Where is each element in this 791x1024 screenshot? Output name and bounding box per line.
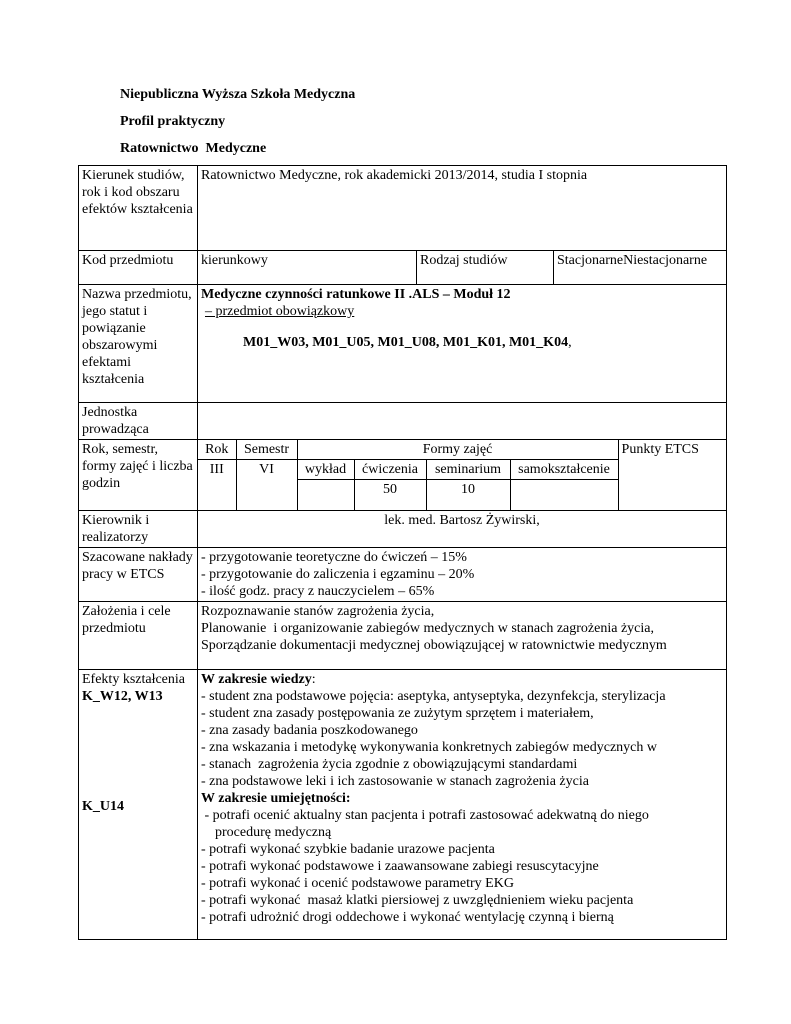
- wiedza-item: - zna zasady badania poszkodowanego: [201, 722, 418, 738]
- umiejetnosci-heading: W zakresie umiejętności:: [201, 790, 351, 806]
- rok-value: III: [198, 460, 236, 510]
- label-kierunek: Kierunek studiów, rok i kod obszaru efektów kształcenia: [79, 166, 198, 251]
- school-name: Niepubliczna Wyższa Szkoła Medyczna: [120, 87, 356, 102]
- label-kierownik: Kierownik i realizatorzy: [79, 510, 198, 547]
- wiedza-heading-colon: :: [311, 671, 316, 687]
- zalozenia-line: Sporządzanie dokumentacji medycznej obowiązującej w ratownictwie medycznym: [201, 637, 667, 653]
- value-kod: kierunkowy: [198, 251, 417, 285]
- wiedza-item: - student zna podstawowe pojęcia: aseptyka, antyseptyka, dezynfekcja, sterylizacja: [201, 688, 666, 704]
- row-nazwa: [79, 285, 727, 403]
- col-semestr: Semestr: [236, 440, 297, 460]
- course-codes-suffix: ,: [568, 335, 572, 350]
- label-efekty: [79, 669, 198, 939]
- label-nazwa: Nazwa przedmiotu, jego statut i powiązanie obszarowymi efektami kształcenia: [79, 285, 198, 403]
- value-nazwa: [198, 285, 727, 403]
- col-rok: Rok: [198, 440, 236, 460]
- row-naklady: [79, 547, 727, 601]
- wiedza-item: - stanach zagrożenia życia zgodnie z obowiązującymi standardami: [201, 756, 578, 772]
- zalozenia-line: Rozpoznawanie stanów zagrożenia życia,: [201, 603, 435, 619]
- efekty-code-umiejetnosci: K_U14: [82, 798, 124, 814]
- profile-title: Profil praktyczny: [120, 114, 226, 129]
- course-codes-line: [201, 334, 723, 351]
- value-kierunek: Ratownictwo Medyczne, rok akademicki 2013/2014, studia I stopnia: [198, 166, 727, 251]
- umiejetnosci-item: - potrafi ocenić aktualny stan pacjenta i potrafi zastosować adekwatną do niego: [201, 807, 649, 823]
- label-rodzaj: Rodzaj studiów: [417, 251, 554, 285]
- course-title: Medyczne czynności ratunkowe II .ALS – Moduł 12: [201, 287, 511, 302]
- col-punkty: Punkty ETCS: [618, 440, 726, 510]
- course-status: – przedmiot obowiązkowy: [205, 304, 355, 319]
- col-formy: Formy zajęć: [297, 440, 618, 460]
- hours-samoksztalcenie: [510, 480, 618, 510]
- row-rok: [79, 440, 727, 511]
- value-jednostka: [198, 403, 727, 440]
- hours-cwiczenia: 50: [354, 480, 426, 510]
- efekty-label: Efekty kształcenia: [82, 671, 186, 687]
- value-naklady: [198, 547, 727, 601]
- naklady-line: - ilość godz. pracy z nauczycielem – 65%: [201, 583, 435, 599]
- course-table: [78, 165, 727, 940]
- naklady-line: - przygotowanie do zaliczenia i egzaminu – 20%: [201, 566, 475, 582]
- row-kierownik: [79, 510, 727, 547]
- hours-wyklad: [297, 480, 354, 510]
- naklady-line: - przygotowanie teoretyczne do ćwiczeń – 15%: [201, 549, 467, 565]
- value-zalozenia: [198, 601, 727, 669]
- wiedza-item: - zna wskazania i metodykę wykonywania konkretnych zabiegów medycznych w: [201, 739, 658, 755]
- efekty-code-wiedza: K_W12, W13: [82, 688, 163, 704]
- umiejetnosci-item: - potrafi wykonać szybkie badanie urazowe pacjenta: [201, 841, 495, 857]
- semestr-value: VI: [236, 460, 297, 510]
- wiedza-heading: W zakresie wiedzy: [201, 671, 312, 687]
- zalozenia-line: Planowanie i organizowanie zabiegów medycznych w stanach zagrożenia życia,: [201, 620, 654, 636]
- hours-table: [198, 440, 726, 510]
- form-wyklad: wykład: [297, 460, 354, 480]
- wiedza-item: - zna podstawowe leki i ich zastosowanie w stanach zagrożenia życia: [201, 773, 589, 789]
- row-zalozenia: [79, 601, 727, 669]
- form-seminarium: seminarium: [426, 460, 510, 480]
- umiejetnosci-item: procedurę medyczną: [201, 824, 332, 840]
- value-kierownik: lek. med. Bartosz Żywirski,: [198, 510, 727, 547]
- wiedza-heading-line: [201, 671, 723, 688]
- form-cwiczenia: ćwiczenia: [354, 460, 426, 480]
- label-kod: Kod przedmiotu: [79, 251, 198, 285]
- row-efekty: [79, 669, 727, 939]
- value-efekty: [198, 669, 727, 939]
- label-rok: Rok, semestr, formy zajęć i liczba godzin: [79, 440, 198, 511]
- wiedza-item: - student zna zasady postępowania ze zużytym sprzętem i materiałem,: [201, 705, 594, 721]
- label-jednostka: Jednostka prowadząca: [79, 403, 198, 440]
- value-rodzaj: StacjonarneNiestacjonarne: [554, 251, 727, 285]
- umiejetnosci-item: - potrafi udrożnić drogi oddechowe i wykonać wentylację czynną i bierną: [201, 909, 614, 925]
- value-rok: [198, 440, 727, 511]
- label-zalozenia: Założenia i cele przedmiotu: [79, 601, 198, 669]
- form-samoksztalcenie: samokształcenie: [510, 460, 618, 480]
- umiejetnosci-item: - potrafi wykonać masaż klatki piersiowej z uwzględnieniem wieku pacjenta: [201, 892, 634, 908]
- field-title: Ratownictwo Medyczne: [120, 141, 267, 156]
- hours-seminarium: 10: [426, 480, 510, 510]
- umiejetnosci-item: - potrafi wykonać i ocenić podstawowe parametry EKG: [201, 875, 514, 891]
- row-kierunek: [79, 166, 727, 251]
- label-naklady: Szacowane nakłady pracy w ETCS: [79, 547, 198, 601]
- course-codes: M01_W03, M01_U05, M01_U08, M01_K01, M01_K04: [243, 335, 569, 350]
- row-jednostka: [79, 403, 727, 440]
- umiejetnosci-item: - potrafi wykonać podstawowe i zaawansowane zabiegi resuscytacyjne: [201, 858, 599, 874]
- row-kod: [79, 251, 727, 285]
